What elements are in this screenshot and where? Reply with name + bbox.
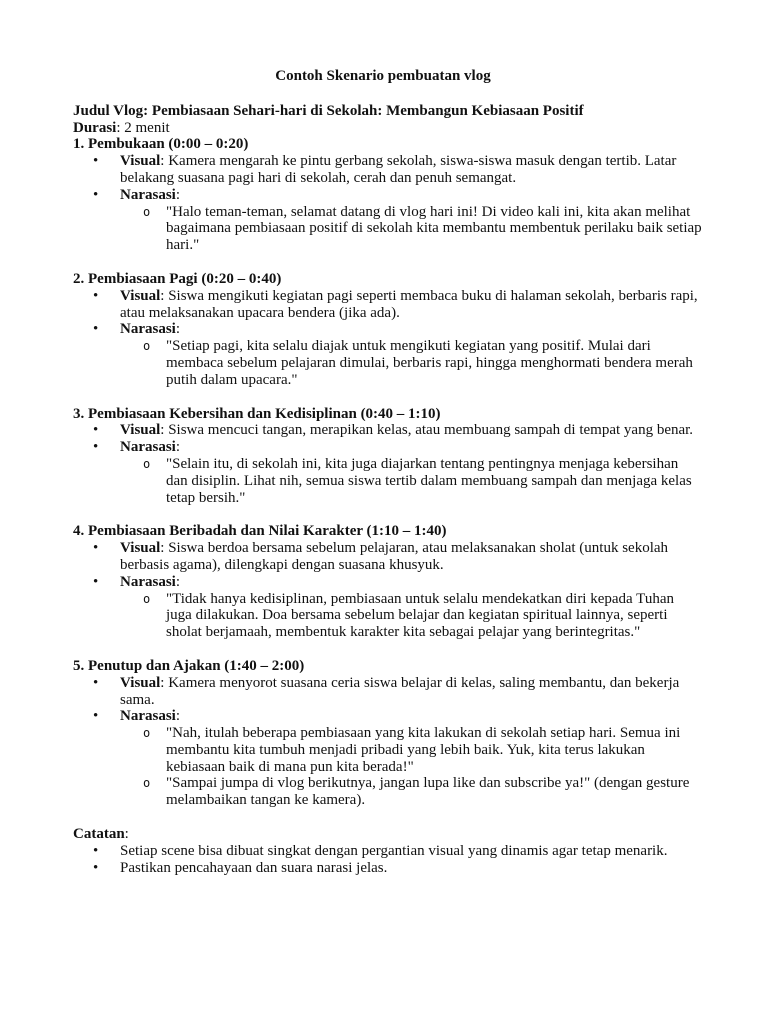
narasi-quotes — [120, 204, 703, 254]
visual-item — [73, 540, 703, 574]
visual-label: Visual — [120, 287, 161, 304]
bullet-icon: • — [93, 708, 99, 725]
bullet-icon: • — [93, 859, 99, 876]
section-heading: 5. Penutup dan Ajakan (1:40 – 2:00) — [73, 657, 305, 674]
narasi-colon: : — [175, 439, 181, 456]
narasi-label: Narasasi — [120, 186, 176, 203]
narasi-quote — [120, 725, 703, 775]
catatan-item-text: Pastikan pencahayaan dan suara narasi jelas. — [120, 859, 388, 876]
sub-bullet-icon: o — [143, 339, 151, 354]
section-heading: 2. Pembiasaan Pagi (0:20 – 0:40) — [73, 270, 282, 287]
sub-bullet-icon: o — [143, 726, 151, 741]
section-heading: 3. Pembiasaan Kebersihan dan Kedisiplinan (0:40 – 1:10) — [73, 405, 441, 422]
narasi-item — [73, 187, 703, 254]
catatan-item — [73, 843, 703, 860]
visual-label: Visual — [120, 153, 161, 170]
visual-text: : Siswa mengikuti kegiatan pagi seperti membaca buku di halaman sekolah, berbaris rapi, atau melaksanakan upacara bendera (jika ada). — [120, 287, 698, 321]
scenario-section — [73, 523, 703, 641]
section-bullets — [73, 422, 703, 506]
durasi-label: Durasi — [73, 119, 117, 136]
scenario-section — [73, 658, 703, 809]
catatan-item — [73, 860, 703, 877]
narasi-quotes — [120, 591, 703, 641]
bullet-icon: • — [93, 674, 99, 691]
sections-container — [73, 136, 703, 809]
narasi-label: Narasasi — [120, 573, 176, 590]
bullet-icon: • — [93, 540, 99, 557]
narasi-quote — [120, 204, 703, 254]
narasi-label: Narasasi — [120, 321, 176, 338]
narasi-quote-text: "Halo teman-teman, selamat datang di vlog hari ini! Di video kali ini, kita akan melihat bagaimana pembiasaan positif di sekolah kita membantu membentuk perilaku baik setiap hari." — [166, 203, 702, 254]
narasi-label: Narasasi — [120, 439, 176, 456]
narasi-quote — [120, 775, 703, 809]
scenario-section — [73, 406, 703, 507]
catatan-item-text: Setiap scene bisa dibuat singkat dengan pergantian visual yang dinamis agar tetap menarik. — [120, 842, 668, 859]
sub-bullet-icon: o — [143, 204, 151, 219]
sub-bullet-icon: o — [143, 456, 151, 471]
narasi-quote-text: "Setiap pagi, kita selalu diajak untuk mengikuti kegiatan yang positif. Mulai dari membaca sebelum pelajaran dimulai, berbaris rapi, hingga menghormati bendera merah putih dalam upacara." — [166, 338, 693, 388]
narasi-colon: : — [175, 708, 181, 725]
bullet-icon: • — [93, 439, 99, 456]
narasi-item — [73, 439, 703, 506]
narasi-quote — [120, 456, 703, 506]
visual-text: : Siswa mencuci tangan, merapikan kelas, atau membuang sampah di tempat yang benar. — [160, 422, 694, 439]
bullet-icon: • — [93, 573, 99, 590]
narasi-item — [73, 574, 703, 641]
section-bullets — [73, 288, 703, 389]
narasi-label: Narasasi — [120, 708, 176, 725]
sub-bullet-icon: o — [143, 776, 151, 791]
bullet-icon: • — [93, 422, 99, 439]
section-bullets — [73, 540, 703, 641]
visual-text: : Kamera mengarah ke pintu gerbang sekolah, siswa-siswa masuk dengan tertib. Latar belakang suasana pagi hari di sekolah, cerah dan penuh semangat. — [120, 153, 677, 186]
narasi-item — [73, 321, 703, 388]
section-bullets — [73, 153, 703, 254]
visual-item — [73, 288, 703, 322]
narasi-colon: : — [175, 321, 181, 338]
bullet-icon: • — [93, 186, 99, 203]
document-title: Contoh Skenario pembuatan vlog — [275, 68, 491, 84]
visual-text: : Kamera menyorot suasana ceria siswa belajar di kelas, saling membantu, dan bekerja sama. — [120, 674, 680, 708]
durasi-line — [73, 120, 703, 137]
narasi-quote-text: "Selain itu, di sekolah ini, kita juga diajarkan tentang pentingnya menjaga kebersihan dan disiplin. Lihat nih, semua siswa tertib dalam membuang sampah dan menjaga kelas tetap bersih." — [166, 455, 692, 506]
bullet-icon: • — [93, 153, 99, 170]
narasi-quote-text: "Sampai jumpa di vlog berikutnya, jangan lupa like dan subscribe ya!" (dengan gesture melambaikan tangan ke kamera). — [166, 775, 690, 809]
catatan-list — [73, 843, 703, 877]
visual-item — [73, 675, 703, 709]
bullet-icon: • — [93, 321, 99, 338]
narasi-quote-text: "Tidak hanya kedisiplinan, pembiasaan untuk selalu mendekatkan diri kepada Tuhan juga dilakukan. Doa bersama sebelum belajar dan kegiatan spiritual lainnya, seperti sholat berjamaah, membentuk karakter kita sebagai pelajar yang berintegritas." — [166, 590, 674, 641]
catatan-colon: : — [124, 826, 129, 843]
sub-bullet-icon: o — [143, 591, 151, 606]
narasi-item — [73, 708, 703, 809]
narasi-quotes — [120, 725, 703, 809]
section-heading: 4. Pembiasaan Beribadah dan Nilai Karakter (1:10 – 1:40) — [73, 523, 447, 540]
visual-item — [73, 153, 703, 187]
scenario-section — [73, 136, 703, 254]
visual-label: Visual — [120, 422, 161, 439]
visual-text: : Siswa berdoa bersama sebelum pelajaran, atau melaksanakan sholat (untuk sekolah berbasis agama), dilengkapi dengan suasana khusyuk. — [120, 540, 669, 573]
bullet-icon: • — [93, 287, 99, 304]
narasi-quotes — [120, 338, 703, 388]
catatan-label: Catatan — [73, 826, 125, 843]
catatan-section — [73, 826, 703, 876]
narasi-quote-text: "Nah, itulah beberapa pembiasaan yang kita lakukan di sekolah setiap hari. Semua ini membantu kita tumbuh menjadi pribadi yang lebih baik. Yuk, kita terus lakukan kebiasaan baik di mana pun kita berada!" — [166, 725, 681, 775]
narasi-quote — [120, 338, 703, 388]
visual-item — [73, 422, 703, 439]
section-heading: 1. Pembukaan (0:00 – 0:20) — [73, 136, 249, 153]
scenario-section — [73, 271, 703, 389]
section-bullets — [73, 675, 703, 809]
vlog-title: Judul Vlog: Pembiasaan Sehari-hari di Sekolah: Membangun Kebiasaan Positif — [73, 102, 584, 119]
visual-label: Visual — [120, 674, 161, 691]
narasi-quote — [120, 591, 703, 641]
bullet-icon: • — [93, 842, 99, 859]
narasi-colon: : — [175, 573, 181, 590]
durasi-value: : 2 menit — [116, 119, 170, 136]
narasi-colon: : — [175, 186, 181, 203]
visual-label: Visual — [120, 540, 161, 557]
narasi-quotes — [120, 456, 703, 506]
document-page — [73, 68, 703, 876]
